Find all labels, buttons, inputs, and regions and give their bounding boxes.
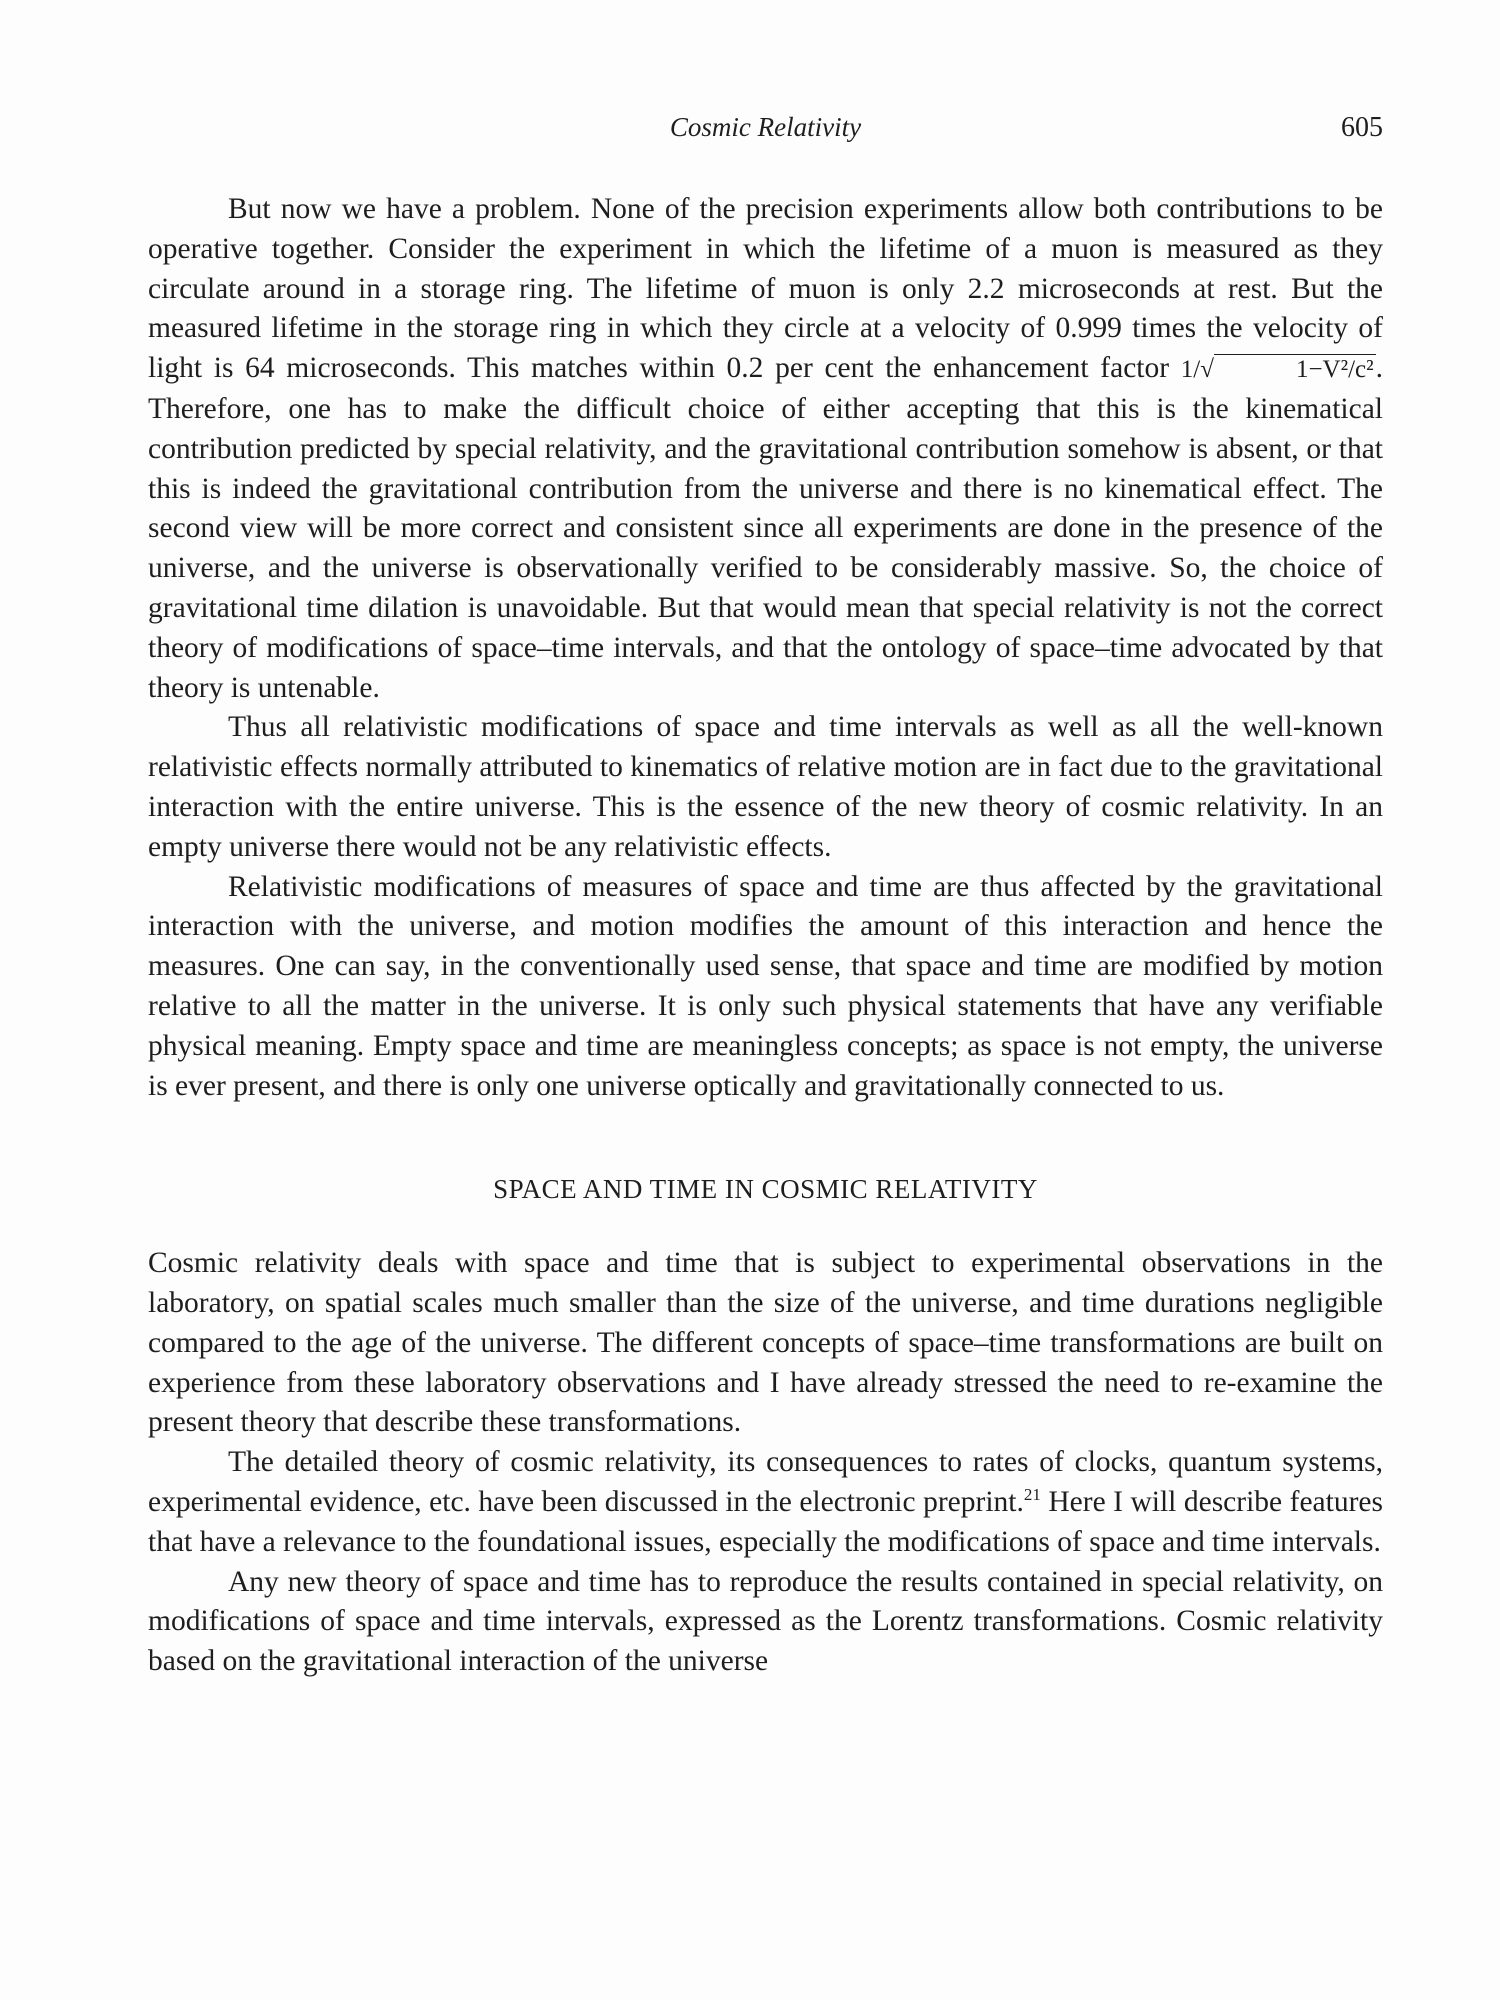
paragraph-text: Here I will describe features that have a relevance to the foundational issues, especially the modifications of space and time intervals. bbox=[148, 1485, 1383, 1558]
page-number: 605 bbox=[1341, 112, 1383, 143]
footnote-reference: 21 bbox=[1023, 1485, 1041, 1505]
sqrt-sign-icon: √ bbox=[1200, 356, 1214, 384]
formula-prefix: 1/ bbox=[1180, 356, 1201, 384]
page-body bbox=[148, 190, 1383, 1682]
paragraph-new-theory: Any new theory of space and time has to reproduce the results contained in special relativity, on modifications of space and time intervals, expressed as the Lorentz transformations. Cosmic relativity based on the gravitational interaction of the universe bbox=[148, 1565, 1383, 1678]
formula-radicand: 1−V²/c² bbox=[1214, 354, 1376, 385]
paragraph-text: . Therefore, one has to make the difficult choice of either accepting that this is the kinematical contribution predicted by special relativity, and the gravitational contribution somehow is absent, or that this is indeed the gravitational contribution from the universe and there is no kinematical effect. The second view will be more correct and consistent since all experiments are done in the presence of the universe, and the universe is observationally verified to be considerably massive. So, the choice of gravitational time dilation is unavoidable. But that would mean that special relativity is not the correct theory of modifications of space–time intervals, and that the ontology of space–time advocated by that theory is untenable. bbox=[148, 352, 1383, 704]
paragraph-detailed-theory bbox=[148, 1443, 1383, 1562]
enhancement-factor-formula bbox=[1181, 356, 1376, 383]
paragraph-text: But now we have a problem. None of the precision experiments allow both contributions to be operative together. Consider the experiment in which the lifetime of a muon is measured as they circulate around in a storage ring. The lifetime of muon is only 2.2 microseconds at rest. But the measured lifetime in the storage ring in which they circle at a velocity of 0.999 times the velocity of light is 64 microseconds. This matches within 0.2 per cent the enhancement factor bbox=[148, 193, 1383, 385]
paragraph-laboratory-observations: Cosmic relativity deals with space and time that is subject to experimental observations in the laboratory, on spatial scales much smaller than the size of the universe, and time durations negligible compared to the age of the universe. The different concepts of space–time transformations are built on experience from these laboratory observations and I have already stressed the need to re-examine the present theory that describe these transformations. bbox=[148, 1247, 1383, 1439]
section-heading: SPACE AND TIME IN COSMIC RELATIVITY bbox=[493, 1174, 1038, 1205]
page-header bbox=[148, 112, 1383, 152]
paragraph-muon-experiment bbox=[148, 190, 1383, 708]
paragraph-cosmic-relativity-essence: Thus all relativistic modifications of space and time intervals as well as all the well-known relativistic effects normally attributed to kinematics of relative motion are in fact due to the gravitational interaction with the entire universe. This is the essence of the new theory of cosmic relativity. In an empty universe there would not be any relativistic effects. bbox=[148, 711, 1383, 863]
running-title: Cosmic Relativity bbox=[669, 112, 862, 142]
paragraph-text: The detailed theory of cosmic relativity, its consequences to rates of clocks, quantum systems, experimental evidence, etc. have been discussed in the electronic preprint. bbox=[148, 1446, 1383, 1518]
paragraph-relativistic-modifications: Relativistic modifications of measures of space and time are thus affected by the gravitational interaction with the universe, and motion modifies the amount of this interaction and hence the measures. One can say, in the conventionally used sense, that space and time are modified by motion relative to all the matter in the universe. It is only such physical statements that have any verifiable physical meaning. Empty space and time are meaningless concepts; as space is not empty, the universe is ever present, and there is only one universe optically and gravitationally connected to us. bbox=[148, 870, 1383, 1102]
